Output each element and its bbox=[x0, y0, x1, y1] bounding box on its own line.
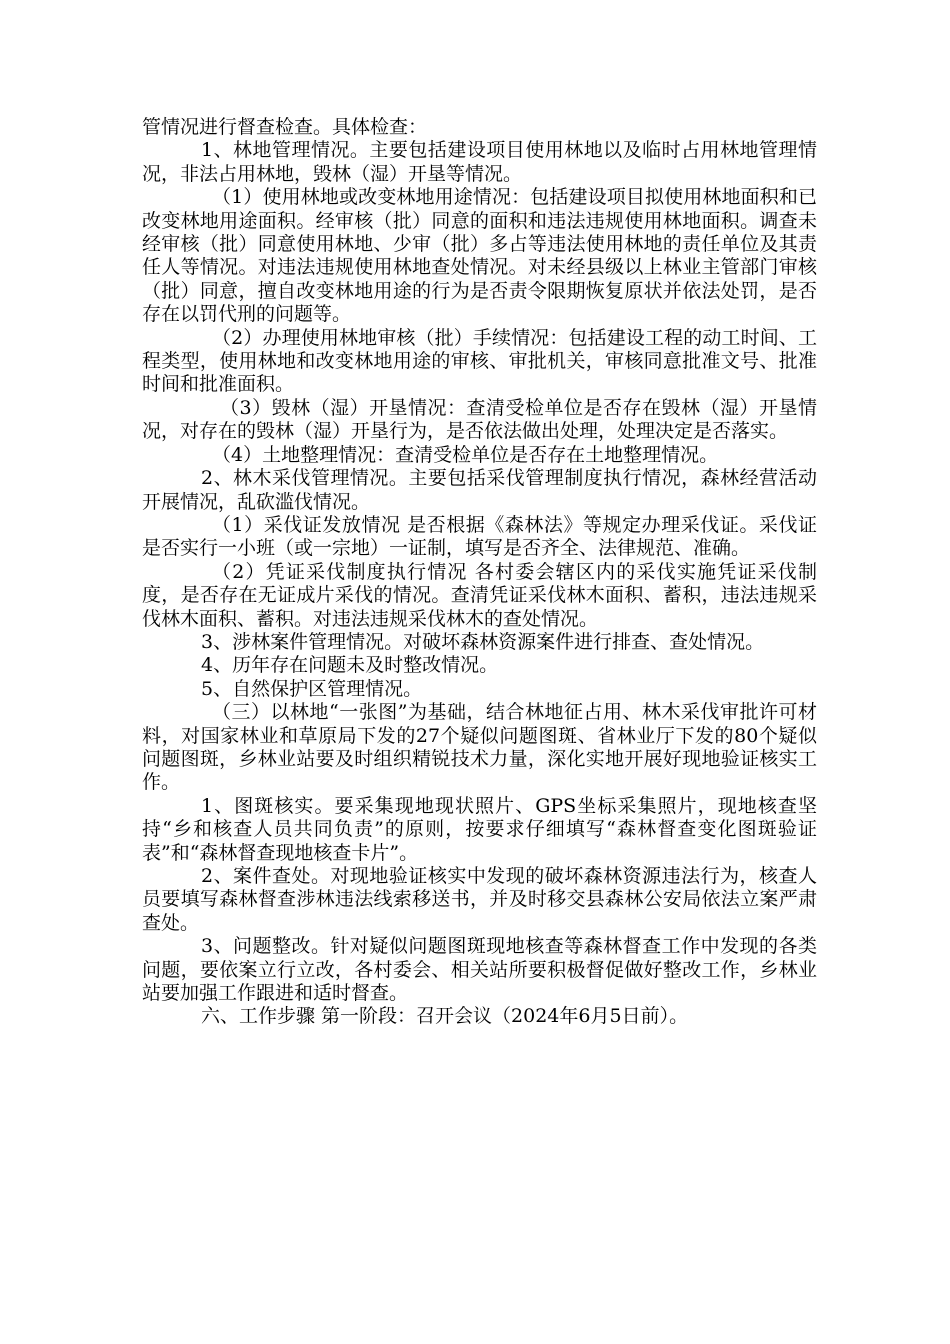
paragraph: （3）毁林（湿）开垦情况：查清受检单位是否存在毁林（湿）开垦情况，对存在的毁林（湿）开垦行为，是否依法做出处理，处理决定是否落实。 bbox=[142, 396, 817, 443]
paragraph: （三）以林地“一张图”为基础，结合林地征占用、林木采伐审批许可材料，对国家林业和草原局下发的27个疑似问题图斑、省林业厅下发的80个疑似问题图斑，乡林业站要及时组织精锐技术力量，深化实地开展好现地验证核实工作。 bbox=[142, 701, 817, 794]
paragraph: （1）采伐证发放情况 是否根据《森林法》等规定办理采伐证。采伐证是否实行一小班（或一宗地）一证制，填写是否齐全、法律规范、准确。 bbox=[142, 513, 817, 560]
paragraph: （1）使用林地或改变林地用途情况：包括建设项目拟使用林地面积和已改变林地用途面积。经审核（批）同意的面积和违法违规使用林地面积。调查未经审核（批）同意使用林地、少审（批）多占等违法使用林地的责任单位及其责任人等情况。对违法违规使用林地查处情况。对未经县级以上林业主管部门审核（批）同意，擅自改变林地用途的行为是否责令限期恢复原状并依法处罚，是否存在以罚代刑的问题等。 bbox=[142, 186, 817, 326]
paragraph: （2）凭证采伐制度执行情况 各村委会辖区内的采伐实施凭证采伐制度，是否存在无证成片采伐的情况。查清凭证采伐林木面积、蓄积，违法违规采伐林木面积、蓄积。对违法违规采伐林木的查处情况。 bbox=[142, 560, 817, 630]
paragraph: （2）办理使用林地审核（批）手续情况：包括建设工程的动工时间、工程类型，使用林地和改变林地用途的审核、审批机关，审核同意批准文号、批准时间和批准面积。 bbox=[142, 326, 817, 396]
paragraph: 3、涉林案件管理情况。对破坏森林资源案件进行排查、查处情况。 bbox=[201, 630, 765, 653]
paragraph: 2、林木采伐管理情况。主要包括采伐管理制度执行情况，森林经营活动开展情况，乱砍滥伐情况。 bbox=[142, 467, 817, 513]
paragraph: （4）土地整理情况：查清受检单位是否存在土地整理情况。 bbox=[212, 443, 719, 466]
paragraph: 1、林地管理情况。主要包括建设项目使用林地以及临时占用林地管理情况，非法占用林地，毁林（湿）开垦等情况。 bbox=[142, 139, 817, 185]
paragraph: 4、历年存在问题未及时整改情况。 bbox=[201, 654, 499, 677]
paragraph: 3、问题整改。针对疑似问题图斑现地核查等森林督查工作中发现的各类问题，要依案立行立改，各村委会、相关站所要积极督促做好整改工作，乡林业站要加强工作跟进和适时督查。 bbox=[142, 935, 817, 1005]
paragraph: 六、工作步骤 第一阶段：召开会议（2024年6月5日前）。 bbox=[201, 1005, 689, 1028]
document-body bbox=[142, 116, 817, 1029]
paragraph: 2、案件查处。对现地验证核实中发现的破坏森林资源违法行为，核查人员要填写森林督查涉林违法线索移送书，并及时移交县森林公安局依法立案严肃查处。 bbox=[142, 865, 817, 934]
paragraph: 管情况进行督查检查。具体检查： bbox=[142, 116, 428, 138]
paragraph: 1、图斑核实。要采集现地现状照片、GPS坐标采集照片，现地核查坚持“乡和核查人员共同负责”的原则，按要求仔细填写“森林督查变化图斑验证表”和“森林督查现地核查卡片”。 bbox=[142, 794, 817, 864]
paragraph: 5、自然保护区管理情况。 bbox=[201, 677, 423, 700]
